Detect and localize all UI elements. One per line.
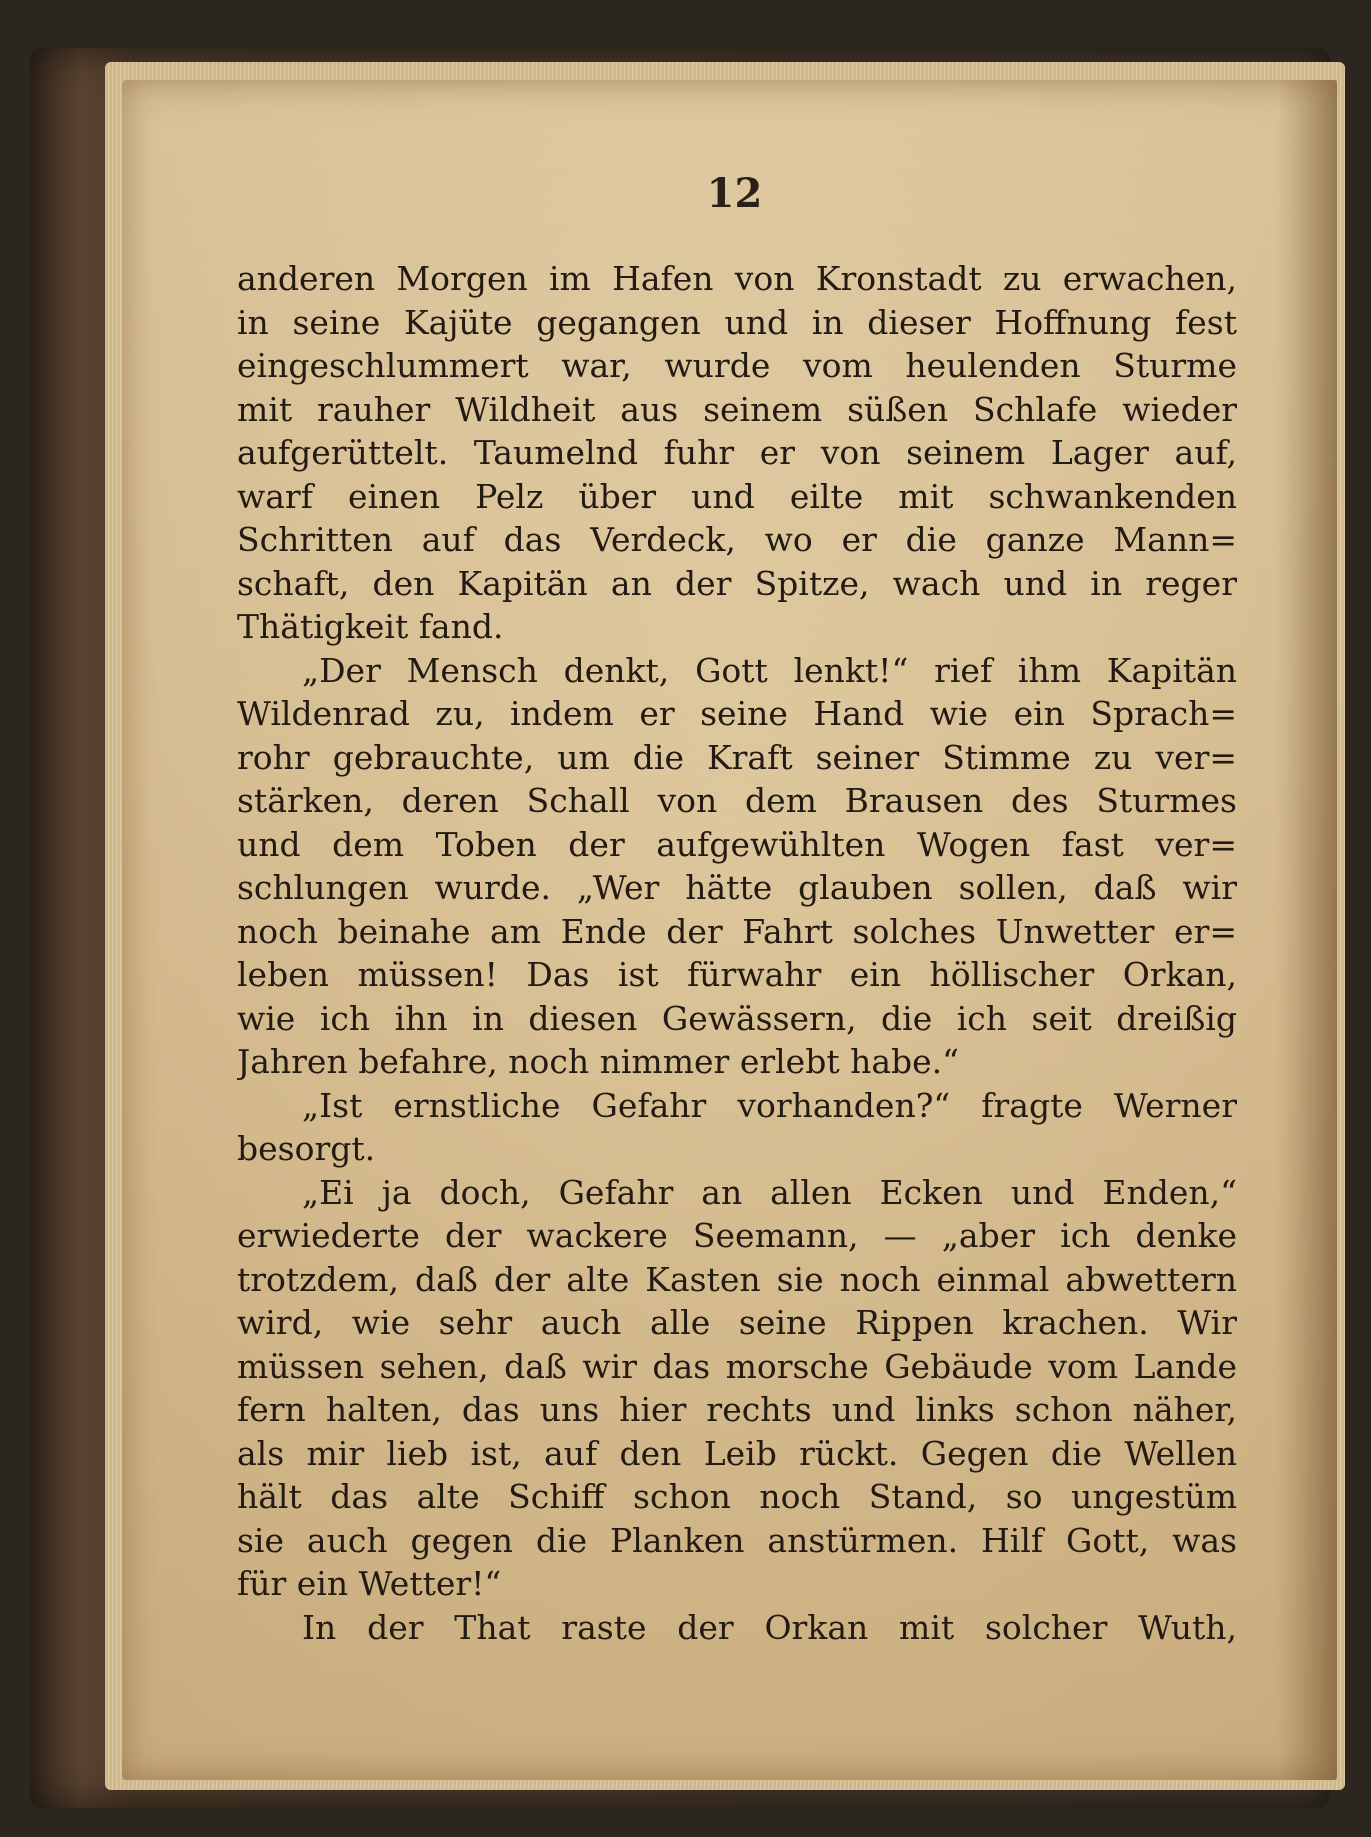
text-line: schaft, den Kapitän an der Spitze, wach und in reger	[237, 563, 1237, 603]
text-line: „Ist ernstliche Gefahr vorhanden?“ fragte Werner	[302, 1085, 1237, 1125]
text-line: Wildenrad zu, indem er seine Hand wie ein Sprach=	[237, 694, 1237, 733]
text-line: eingeschlummert war, wurde vom heulenden Sturme	[237, 346, 1237, 385]
text-line: Jahren befahre, noch nimmer erlebt habe.“	[237, 1042, 960, 1081]
text-line: erwiederte der wackere Seemann, — „aber ich denke	[237, 1216, 1237, 1255]
page-number: 12	[706, 170, 763, 217]
text-line: hält das alte Schiff schon noch Stand, so ungestüm	[237, 1477, 1237, 1516]
text-line: sie auch gegen die Planken anstürmen. Hilf Gott, was	[237, 1520, 1237, 1560]
text-line: aufgerüttelt. Taumelnd fuhr er von seinem Lager auf,	[237, 433, 1237, 472]
text-line: müssen sehen, daß wir das morsche Gebäude vom Lande	[237, 1346, 1237, 1386]
text-line: wird, wie sehr auch alle seine Rippen krachen. Wir	[237, 1303, 1237, 1342]
text-line: rohr gebrauchte, um die Kraft seiner Stimme zu ver=	[237, 737, 1237, 777]
text-line: wie ich ihn in diesen Gewässern, die ich seit dreißig	[237, 998, 1237, 1038]
text-line: Schritten auf das Verdeck, wo er die ganze Mann=	[237, 520, 1237, 559]
text-line: leben müssen! Das ist fürwahr ein höllischer Orkan,	[237, 955, 1237, 994]
text-line: „Der Mensch denkt, Gott lenkt!“ rief ihm Kapitän	[302, 650, 1237, 690]
text-line: noch beinahe am Ende der Fahrt solches Unwetter er=	[237, 911, 1237, 951]
text-line: anderen Morgen im Hafen von Kronstadt zu erwachen,	[237, 259, 1237, 298]
text-line: schlungen wurde. „Wer hätte glauben sollen, daß wir	[237, 868, 1237, 907]
text-line: In der That raste der Orkan mit solcher Wuth,	[302, 1607, 1237, 1647]
text-line: stärken, deren Schall von dem Brausen des Sturmes	[237, 781, 1237, 820]
text-line: als mir lieb ist, auf den Leib rückt. Gegen die Wellen	[237, 1433, 1237, 1473]
text-line: „Ei ja doch, Gefahr an allen Ecken und Enden,“	[302, 1172, 1237, 1212]
text-line: in seine Kajüte gegangen und in dieser Hoffnung fest	[237, 302, 1237, 342]
page-gutter-shadow	[1277, 80, 1337, 1780]
text-line: mit rauher Wildheit aus seinem süßen Schlafe wieder	[237, 389, 1237, 429]
text-line: für ein Wetter!“	[237, 1564, 502, 1603]
text-line: besorgt.	[237, 1129, 376, 1168]
body-text	[237, 257, 1237, 1649]
text-line: fern halten, das uns hier rechts und links schon näher,	[237, 1390, 1237, 1429]
text-line: warf einen Pelz über und eilte mit schwankenden	[237, 476, 1237, 516]
text-line: trotzdem, daß der alte Kasten sie noch einmal abwettern	[237, 1259, 1237, 1299]
book-page	[122, 80, 1337, 1780]
text-line: Thätigkeit fand.	[237, 607, 504, 646]
text-line: und dem Toben der aufgewühlten Wogen fast ver=	[237, 824, 1237, 864]
